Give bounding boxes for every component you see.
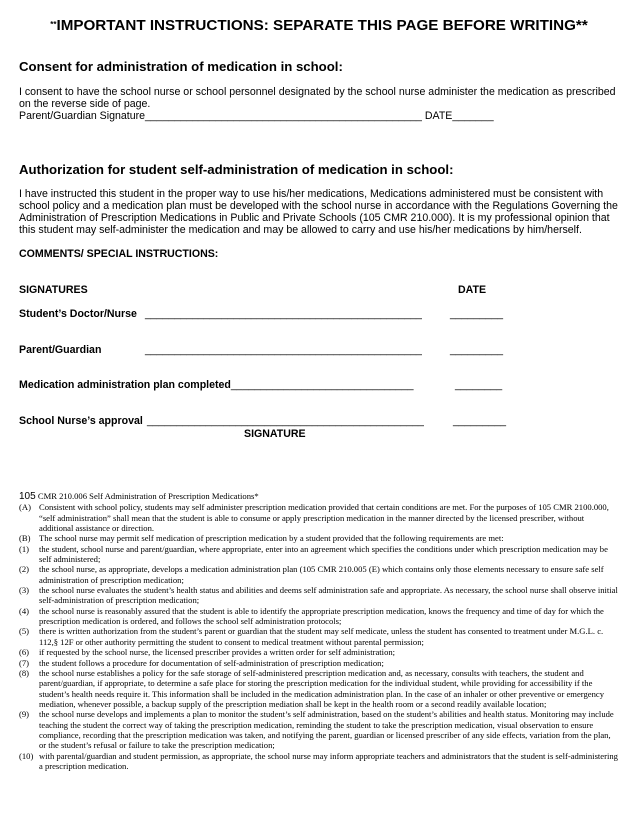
regulation-item bbox=[19, 564, 619, 585]
doctor-date-line: _________ bbox=[450, 308, 504, 320]
regulation-item-text: there is written authorization from the student’s parent or guardian that the student may self medicate, unless the student has consented to treatment under M.G.L. c. 112,§ 12F or other authority permitting the student to consent to medical treatment without parental permission; bbox=[39, 626, 604, 647]
consent-heading: Consent for administration of medication in school: bbox=[19, 59, 343, 74]
regulation-item bbox=[19, 658, 619, 668]
regulation-item bbox=[19, 502, 619, 533]
regulation-item bbox=[19, 533, 619, 543]
regulation-item bbox=[19, 751, 619, 772]
nurse-signature-line: _______________________________________________ bbox=[147, 415, 424, 427]
signatures-heading: SIGNATURES bbox=[19, 284, 88, 296]
plan-signature-row bbox=[19, 379, 624, 391]
regulation-item bbox=[19, 668, 619, 709]
regulation-item-text: with parental/guardian and student permission, as appropriate, the school nurse may inform appropriate teachers and administrators that the student is self-administering a prescription medication. bbox=[39, 750, 618, 771]
parent-date-line: _________ bbox=[450, 344, 504, 356]
regulation-item bbox=[19, 709, 619, 750]
regulation-item-label: (10) bbox=[19, 750, 34, 761]
regulation-title bbox=[19, 491, 619, 502]
regulation-item-label: (5) bbox=[19, 626, 30, 637]
doctor-signature-line: _______________________________________________ bbox=[145, 308, 422, 320]
plan-signature-line: _______________________________ bbox=[230, 379, 414, 391]
header-prefix: ** bbox=[50, 20, 57, 29]
comments-label: COMMENTS/ SPECIAL INSTRUCTIONS: bbox=[19, 248, 219, 260]
regulation-item-text: the student, school nurse and parent/guardian, where appropriate, enter into an agreement which specifies the conditions under which prescription medication may be self administered; bbox=[39, 543, 608, 565]
regulation-item-text: the school nurse develops and implements a plan to monitor the student’s self administration, based on the student’s abilities and health status. Monitoring may include teaching the student the correct way of taking the prescription medication, reminding the student to take the prescription medication, visual observation to ensure compliance, recording that the prescription medication was taken, and notifying the parent, guardian or licensed prescriber of any side effects, variation from the plan, or the student’s refusal or failure to take the prescription medication; bbox=[39, 709, 614, 751]
regulation-item-text: the school nurse evaluates the student’s health status and abilities and deems self administration safe and appropriate. As necessary, the school nurse shall observe initial self-administration of prescription medication; bbox=[39, 585, 618, 606]
regulation-item-text: the student follows a procedure for documentation of self-administration of prescription medication; bbox=[39, 657, 384, 668]
nurse-date-line: _________ bbox=[453, 415, 507, 427]
authorization-heading: Authorization for student self-administration of medication in school: bbox=[19, 162, 454, 177]
regulation-item-text: The school nurse may permit self medication of prescription medication by a student provided that the following requirements are met: bbox=[39, 533, 504, 544]
regulation-item-label: (2) bbox=[19, 564, 30, 575]
regulation-item-label: (A) bbox=[19, 502, 31, 513]
consent-text: I consent to have the school nurse or school personnel designated by the school nurse administer the medication as prescribed on the reverse side of page. bbox=[19, 86, 616, 110]
regulation-item-text: Consistent with school policy, students may self administer prescription medication provided that certain conditions are met. For the purposes of 105 CMR 2100.000, “self administration” shall mean that the student is able to consume or apply prescription medication in the manner directed by the licensed prescriber, without additional assistance or direction. bbox=[39, 502, 609, 534]
plan-label: Medication administration plan completed bbox=[19, 379, 231, 391]
regulation-item-label: (9) bbox=[19, 709, 30, 720]
doctor-label: Student’s Doctor/Nurse bbox=[19, 308, 137, 320]
regulation-item-label: (3) bbox=[19, 585, 30, 596]
parent-signature-line: _______________________________________________ bbox=[145, 344, 422, 356]
regulation-item-text: the school nurse, as appropriate, develops a medication administration plan (105 CMR 210.005 (E) which contains only those elements necessary to ensure safe self administration of prescription medication; bbox=[39, 564, 604, 585]
regulation-item bbox=[19, 585, 619, 606]
regulation-item bbox=[19, 544, 619, 565]
nurse-label: School Nurse’s approval bbox=[19, 415, 143, 427]
header-title: IMPORTANT INSTRUCTIONS: SEPARATE THIS PAGE BEFORE WRITING** bbox=[56, 17, 588, 34]
date-heading: DATE bbox=[458, 284, 487, 296]
nurse-signature-row bbox=[19, 415, 624, 427]
regulation-title-text: CMR 210.006 Self Administration of Prescription Medications* bbox=[35, 491, 259, 501]
regulation-item bbox=[19, 647, 619, 657]
regulation-block bbox=[19, 491, 619, 771]
doctor-signature-row bbox=[19, 308, 624, 320]
regulation-number: 105 bbox=[19, 491, 36, 502]
regulation-item-text: if requested by the school nurse, the licensed prescriber provides a written order for self administration; bbox=[39, 647, 396, 658]
regulation-item-text: the school nurse establishes a policy for the safe storage of self-administered prescription medication and, as necessary, consults with teachers, the student and parent/guardian, if appropriate, to determine a safe place for storing the prescription medication for the individual student, while providing for accessibility if the student’s health needs require it. This information shall be included in the medication administration plan. In the case of an inhaler or other preventive or emergency mediation, whenever possible, a backup supply of the prescription mediation shall be kept in the health room or a second readily available location; bbox=[39, 667, 605, 709]
parent-label: Parent/Guardian bbox=[19, 344, 102, 356]
regulation-list bbox=[19, 502, 619, 771]
regulation-item-label: (B) bbox=[19, 533, 31, 544]
page-header bbox=[0, 17, 638, 34]
regulation-item-text: the school nurse is reasonably assured that the student is able to identify the appropriate prescription medication, knows the frequency and time of day for which the prescription medication is ordered, and follows the school self administration protocols; bbox=[39, 605, 604, 627]
regulation-item bbox=[19, 606, 619, 627]
regulation-item-label: (1) bbox=[19, 543, 30, 554]
regulation-item-label: (7) bbox=[19, 657, 30, 668]
authorization-text: I have instructed this student in the proper way to use his/her medications, Medications administered must be consistent with school policy and a medication plan must be developed with the school nurse in accordance with the Regulations Governing the Administration of Prescription Medications in Public and Private Schools (105 CMR 210.000). It is my professional opinion that this student may self-administer the medication and may be allowed to carry and use his/her medications by him/herself. bbox=[19, 188, 618, 236]
consent-signature-line: Parent/Guardian Signature_______________________________________________ DATE_______ bbox=[19, 110, 494, 122]
plan-date-line: ________ bbox=[455, 379, 503, 391]
regulation-item bbox=[19, 626, 619, 647]
parent-signature-row bbox=[19, 344, 624, 356]
regulation-item-label: (8) bbox=[19, 667, 30, 678]
regulation-item-label: (6) bbox=[19, 647, 30, 658]
regulation-item-label: (4) bbox=[19, 605, 30, 616]
signature-caption: SIGNATURE bbox=[244, 428, 306, 440]
